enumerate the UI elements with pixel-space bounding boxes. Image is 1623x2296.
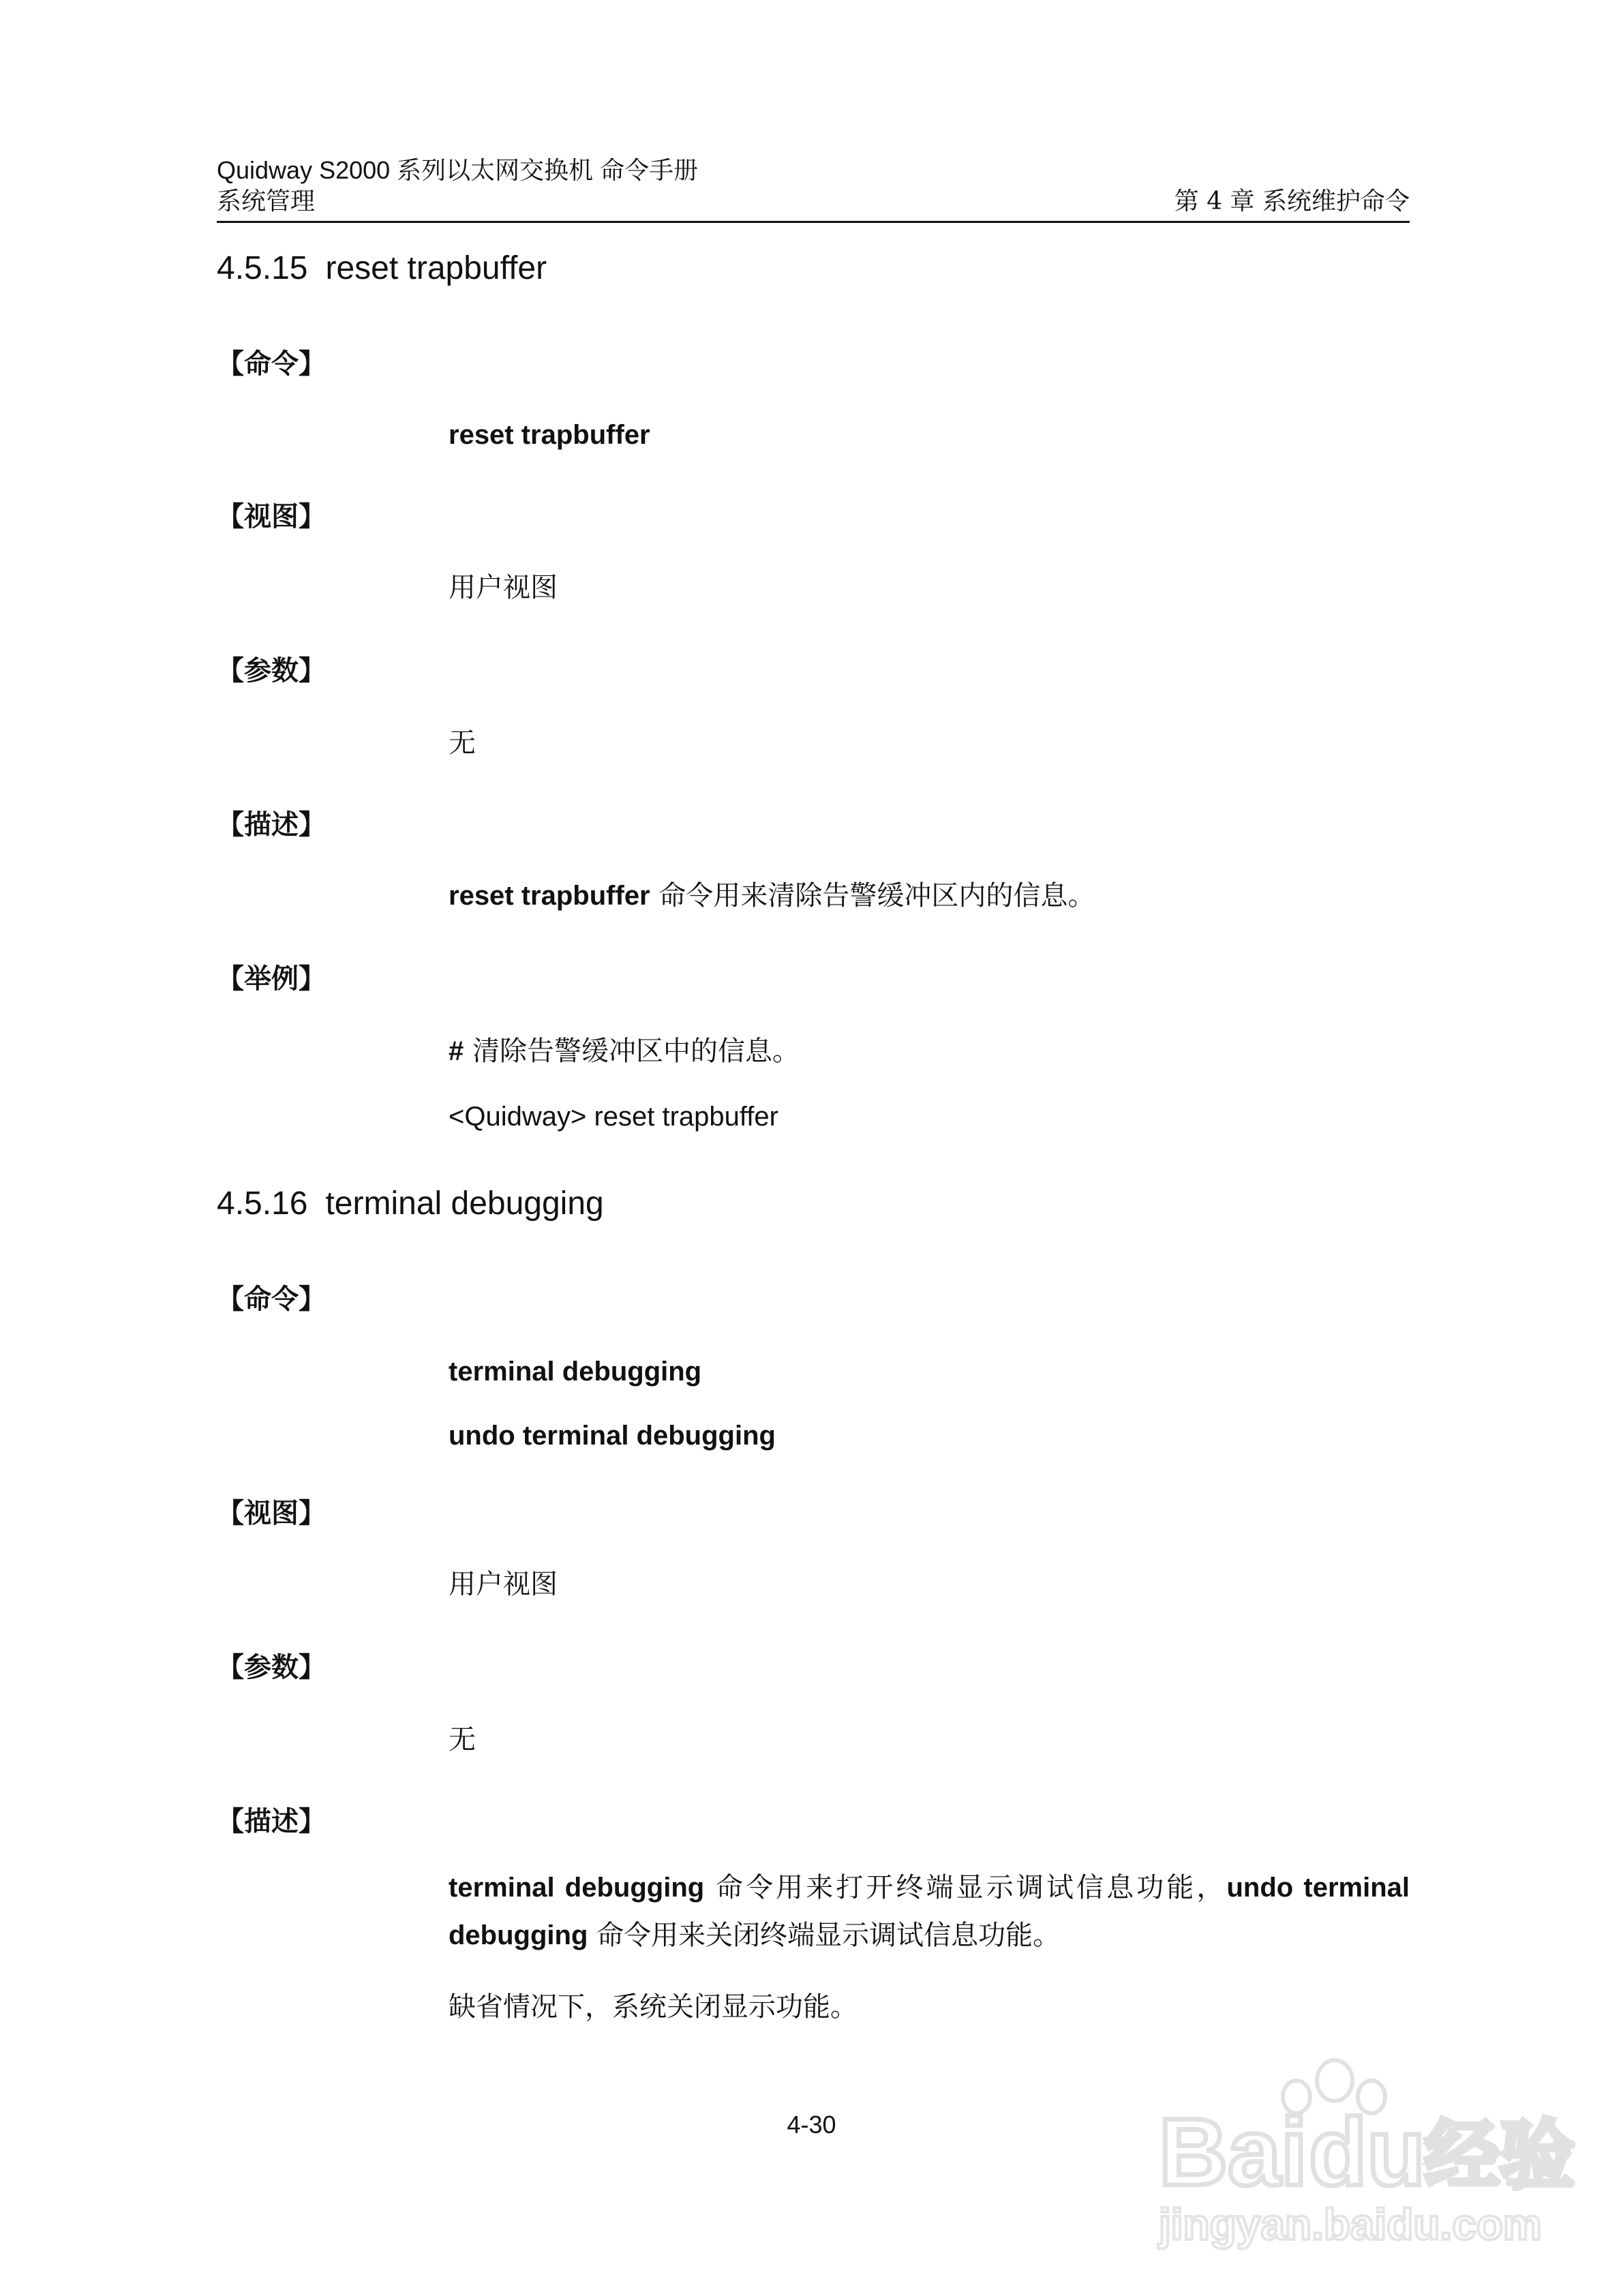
doc-title: Quidway S2000 系列以太网交换机 命令手册 xyxy=(217,156,699,184)
params-value: 无 xyxy=(449,727,476,759)
section-number: 4.5.15 xyxy=(217,250,308,286)
label-view: 【视图】 xyxy=(217,1498,326,1529)
description xyxy=(449,1864,1410,1959)
watermark-url: jingyan.baidu.com xyxy=(1159,2200,1542,2249)
command-line: reset trapbuffer xyxy=(449,420,650,450)
label-desc: 【描述】 xyxy=(217,1806,326,1837)
label-command: 【命令】 xyxy=(217,1284,326,1315)
example-comment xyxy=(449,1033,800,1069)
example-cli: <Quidway> reset trapbuffer xyxy=(449,1102,778,1132)
view-value: 用户视图 xyxy=(449,572,558,603)
label-example: 【举例】 xyxy=(217,963,326,995)
description-text: 命令用来关闭终端显示调试信息功能。 xyxy=(588,1920,1061,1951)
watermark-brand-letters: du xyxy=(1309,2098,1426,2205)
header-rule xyxy=(217,221,1410,223)
label-view: 【视图】 xyxy=(217,501,326,532)
description xyxy=(449,878,1095,913)
baidu-jingyan-watermark xyxy=(1145,2045,1575,2250)
label-command: 【命令】 xyxy=(217,348,326,380)
header-section: 系统管理 xyxy=(217,187,316,215)
example-hash: # xyxy=(449,1036,464,1066)
page-number: 4-30 xyxy=(787,2111,836,2139)
description-default: 缺省情况下，系统关闭显示功能。 xyxy=(449,1991,858,2023)
view-value: 用户视图 xyxy=(449,1569,558,1600)
example-comment-text: 清除告警缓冲区中的信息。 xyxy=(464,1036,800,1067)
label-params: 【参数】 xyxy=(217,1652,326,1683)
description-command: reset trapbuffer xyxy=(449,881,650,911)
section-heading-4-5-15 xyxy=(217,248,547,289)
section-title: reset trapbuffer xyxy=(325,250,547,286)
description-text: 命令用来清除告警缓冲区内的信息。 xyxy=(650,880,1095,911)
description-command: terminal debugging xyxy=(449,1873,705,1903)
command-line: terminal debugging xyxy=(449,1357,702,1387)
command-line: undo terminal debugging xyxy=(449,1421,776,1451)
description-command: undo terminal debugging xyxy=(449,1873,1410,1950)
section-heading-4-5-16 xyxy=(217,1183,604,1224)
params-value: 无 xyxy=(449,1724,476,1755)
description-text: 命令用来打开终端显示调试信息功能， xyxy=(704,1872,1227,1903)
watermark-brand-cn: 经验 xyxy=(1425,2112,1575,2199)
label-desc: 【描述】 xyxy=(217,809,326,841)
watermark-brand-letters: Bai xyxy=(1159,2098,1307,2205)
section-number: 4.5.16 xyxy=(217,1185,308,1222)
label-params: 【参数】 xyxy=(217,655,326,686)
section-title: terminal debugging xyxy=(325,1185,604,1222)
header-chapter: 第 4 章 系统维护命令 xyxy=(1174,187,1410,215)
